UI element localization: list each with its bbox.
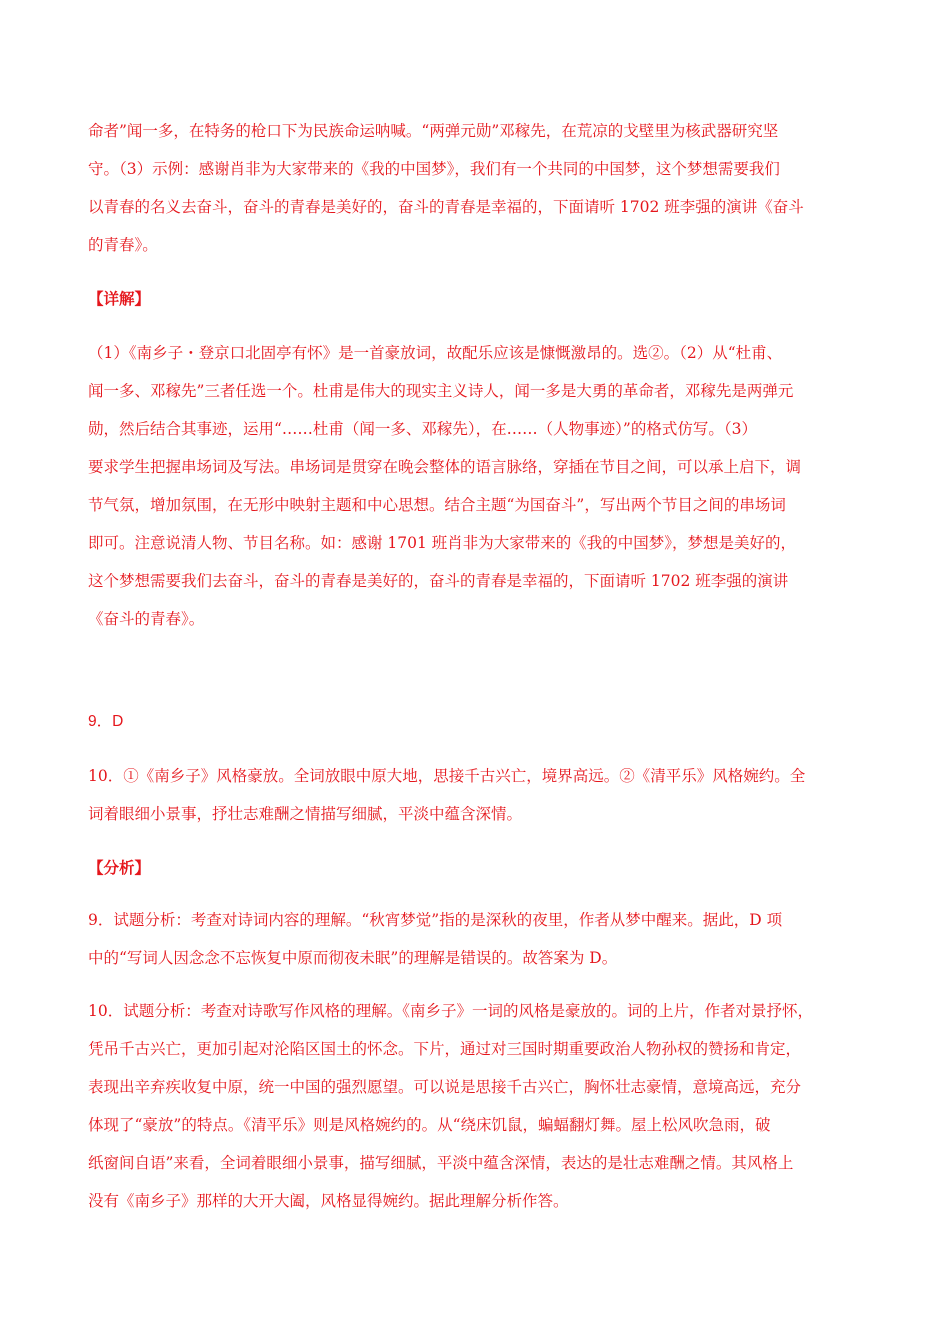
text-line: 表现出辛弃疾收复中原，统一中国的强烈愿望。可以说是思接千古兴亡，胸怀壮志豪情，意境高远，充分 [88, 1078, 802, 1096]
text-line: 《奋斗的青春》。 [88, 610, 205, 628]
analysis-heading: 【分析】 [88, 858, 151, 877]
text-line: 勋，然后结合其事迹，运用“……杜甫（闻一多、邓稼先），在……（人物事迹）”的格式仿写。（3） [88, 420, 757, 438]
text-line: 凭吊千古兴亡，更加引起对沦陷区国土的怀念。下片，通过对三国时期重要政治人物孙权的赞扬和肯定， [88, 1040, 802, 1058]
text-line: 要求学生把握串场词及写法。串场词是贯穿在晚会整体的语言脉络，穿插在节目之间，可以承上启下，调 [88, 458, 802, 476]
text-line: 体现了“豪放”的特点。《清平乐》则是风格婉约的。从“绕床饥鼠，蝙蝠翻灯舞。屋上松风吹急雨，破 [88, 1116, 771, 1134]
text-line: 闻一多、邓稼先”三者任选一个。杜甫是伟大的现实主义诗人，闻一多是大勇的革命者，邓稼先是两弹元 [88, 382, 794, 400]
text-line: 命者”闻一多，在特务的枪口下为民族命运呐喊。“两弹元勋”邓稼先，在荒凉的戈壁里为核武器研究坚 [88, 122, 779, 140]
text-line: 纸窗间自语”来看，全词着眼细小景事，描写细腻，平淡中蕴含深情，表达的是壮志难酬之情。其风格上 [88, 1154, 794, 1172]
detail-heading: 【详解】 [88, 289, 151, 308]
text-line: 以青春的名义去奋斗，奋斗的青春是美好的，奋斗的青春是幸福的，下面请听 1702 班李强的演讲《奋斗 [88, 198, 804, 216]
text-line: 这个梦想需要我们去奋斗，奋斗的青春是美好的，奋斗的青春是幸福的，下面请听 1702 班李强的演讲 [88, 572, 789, 590]
text-line: 即可。注意说清人物、节目名称。如：感谢 1701 班肖非为大家带来的《我的中国梦》，梦想是美好的， [88, 534, 797, 552]
text-line: （1）《南乡子・登京口北固亭有怀》是一首豪放词，故配乐应该是慷慨激昂的。选②。（2）从“杜甫、 [88, 344, 783, 362]
answer-10 [88, 757, 868, 833]
text-line: 中的“写词人因念念不忘恢复中原而彻夜未眠”的理解是错误的。故答案为 D。 [88, 949, 618, 967]
detail-section [88, 280, 868, 318]
text-line: 10．试题分析：考查对诗歌写作风格的理解。《南乡子》一词的风格是豪放的。词的上片，作者对景抒怀， [88, 1002, 813, 1020]
text-line: 词着眼细小景事，抒壮志难酬之情描写细腻，平淡中蕴含深情。 [88, 805, 523, 823]
text-line: 的青春》。 [88, 236, 158, 254]
answer-9 [88, 703, 868, 741]
analysis-section [88, 849, 868, 887]
text-line: 守。（3）示例：感谢肖非为大家带来的《我的中国梦》，我们有一个共同的中国梦，这个梦想需要我们 [88, 160, 780, 178]
detail-body [88, 334, 868, 638]
analysis-10 [88, 992, 868, 1220]
analysis-9 [88, 901, 868, 977]
answer-9-text: 9．D [88, 713, 124, 730]
text-line: 没有《南乡子》那样的大开大阖，风格显得婉约。据此理解分析作答。 [88, 1192, 569, 1210]
text-line: 10．①《南乡子》风格豪放。全词放眼中原大地，思接千古兴亡，境界高远。②《清平乐》风格婉约。全 [88, 767, 806, 785]
answer-continuation [88, 112, 868, 264]
text-line: 节气氛，增加氛围，在无形中映射主题和中心思想。结合主题“为国奋斗”，写出两个节目之间的串场词 [88, 496, 786, 514]
text-line: 9．试题分析：考查对诗词内容的理解。“秋宵梦觉”指的是深秋的夜里，作者从梦中醒来。据此，D 项 [88, 911, 783, 929]
